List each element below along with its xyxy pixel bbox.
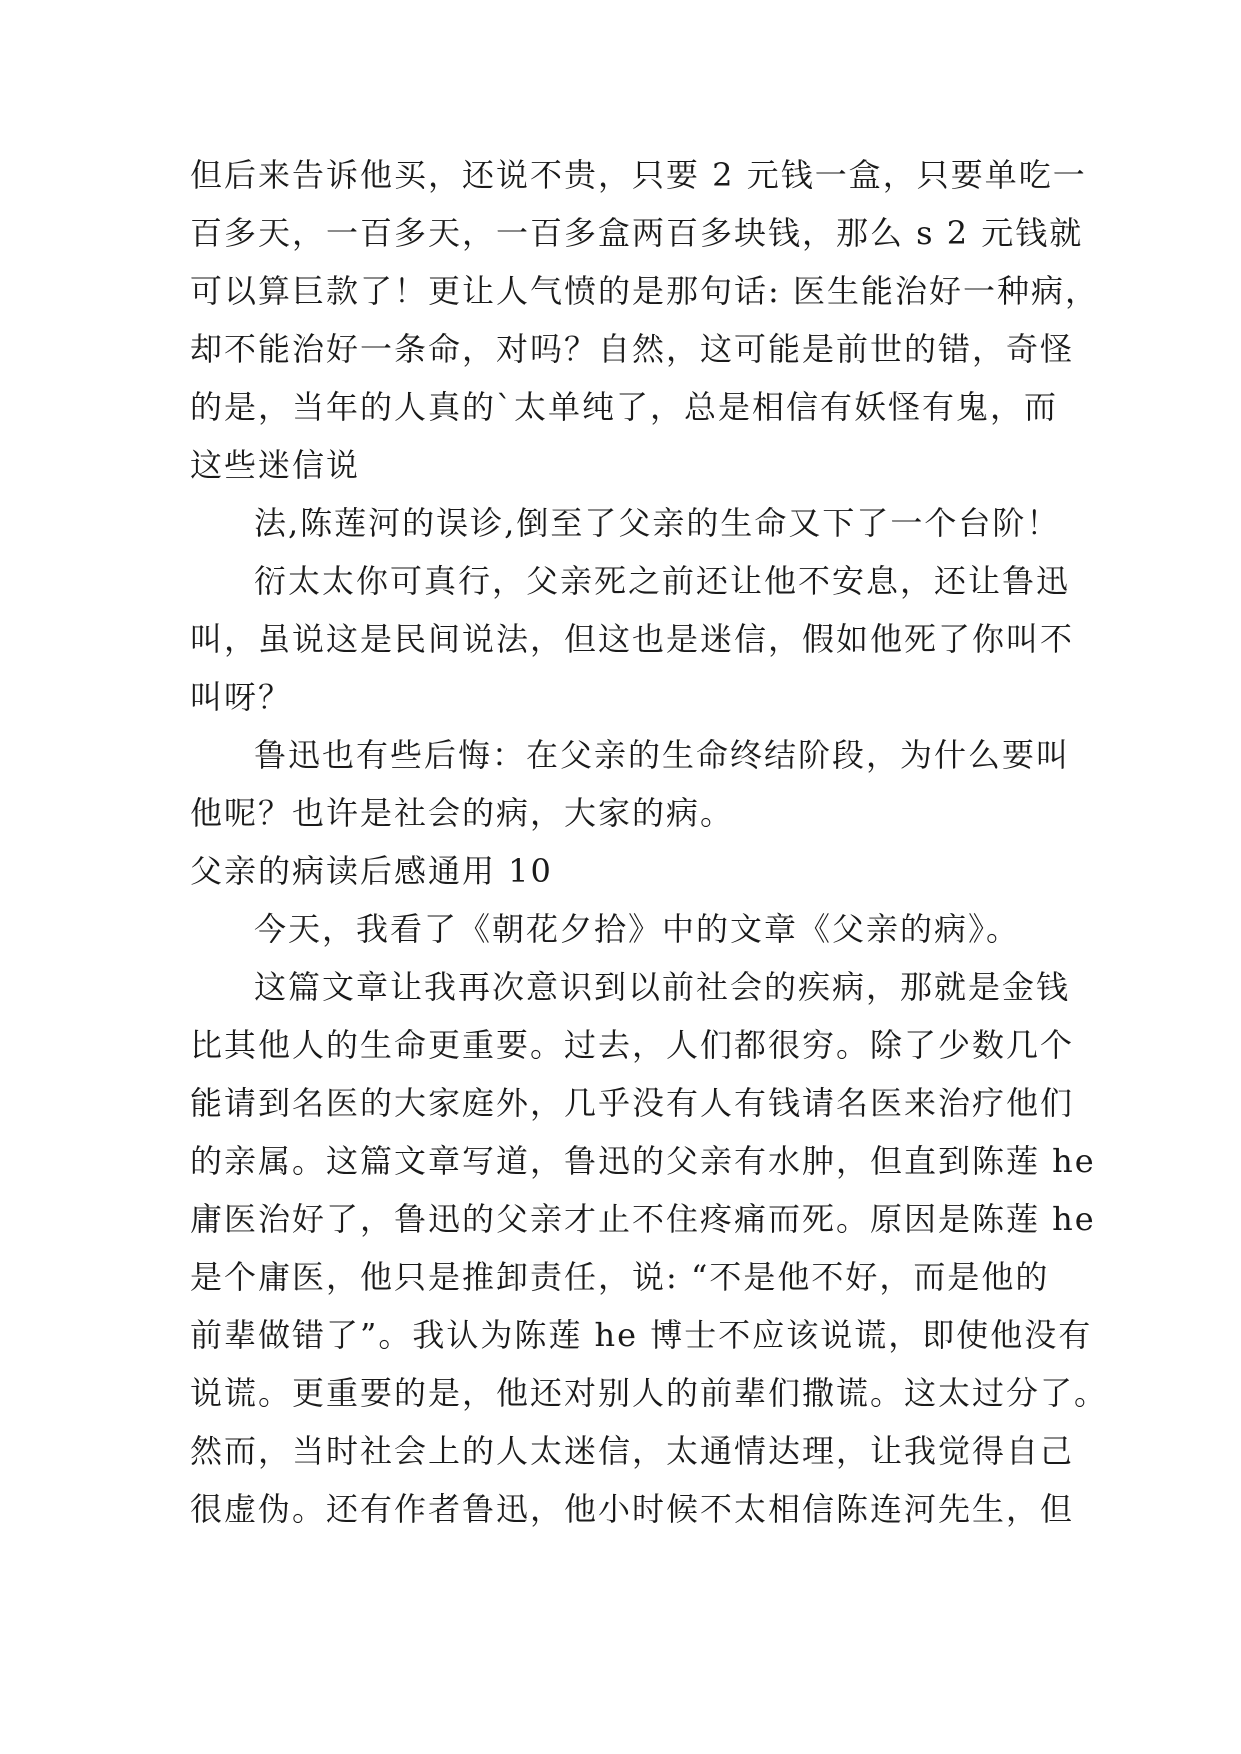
text-line: 却不能治好一条命，对吗？自然，这可能是前世的错，奇怪 <box>190 330 1075 368</box>
text-line: 可以算巨款了！更让人气愤的是那句话: 医生能治好一种病， <box>190 272 1099 310</box>
section-heading: 父亲的病读后感通用 10 <box>190 852 553 890</box>
text-line: 衍太太你可真行，父亲死之前还让他不安息，还让鲁迅 <box>254 562 1071 600</box>
text-line: 叫，虽说这是民间说法，但这也是迷信，假如他死了你叫不 <box>190 620 1075 658</box>
text-line: 鲁迅也有些后悔：在父亲的生命终结阶段，为什么要叫 <box>254 736 1071 774</box>
text-line: 很虚伪。还有作者鲁迅，他小时候不太相信陈连河先生，但 <box>190 1490 1075 1528</box>
text-line: 这篇文章让我再次意识到以前社会的疾病，那就是金钱 <box>254 968 1071 1006</box>
text-line: 他呢？也许是社会的病，大家的病。 <box>190 794 735 832</box>
text-line: 然而，当时社会上的人太迷信，太通情达理，让我觉得自己 <box>190 1432 1075 1470</box>
text-line: 庸医治好了，鲁迅的父亲才止不住疼痛而死。原因是陈莲 he <box>190 1200 1096 1238</box>
text-line: 是个庸医，他只是推卸责任，说: “不是他不好，而是他的 <box>190 1258 1050 1296</box>
text-line: 说谎。更重要的是，他还对别人的前辈们撒谎。这太过分了。 <box>190 1374 1109 1412</box>
text-line: 今天，我看了《朝花夕拾》中的文章《父亲的病》。 <box>254 910 1021 948</box>
text-line: 但后来告诉他买，还说不贵，只要 2 元钱一盒，只要单吃一 <box>190 156 1087 194</box>
text-line: 叫呀？ <box>190 678 293 716</box>
text-line: 比其他人的生命更重要。过去，人们都很穷。除了少数几个 <box>190 1026 1075 1064</box>
text-line: 能请到名医的大家庭外，几乎没有人有钱请名医来治疗他们 <box>190 1084 1075 1122</box>
text-line: 前辈做错了”。我认为陈莲 he 博士不应该说谎，即使他没有 <box>190 1316 1093 1354</box>
text-line: 法,陈莲河的误诊,倒至了父亲的生命又下了一个台阶！ <box>254 504 1061 542</box>
text-line: 的亲属。这篇文章写道，鲁迅的父亲有水肿，但直到陈莲 he <box>190 1142 1096 1180</box>
text-line: 的是，当年的人真的`太单纯了，总是相信有妖怪有鬼，而 <box>190 388 1059 426</box>
text-line: 百多天，一百多天，一百多盒两百多块钱，那么 s 2 元钱就 <box>190 214 1084 252</box>
text-line: 这些迷信说 <box>190 446 361 484</box>
